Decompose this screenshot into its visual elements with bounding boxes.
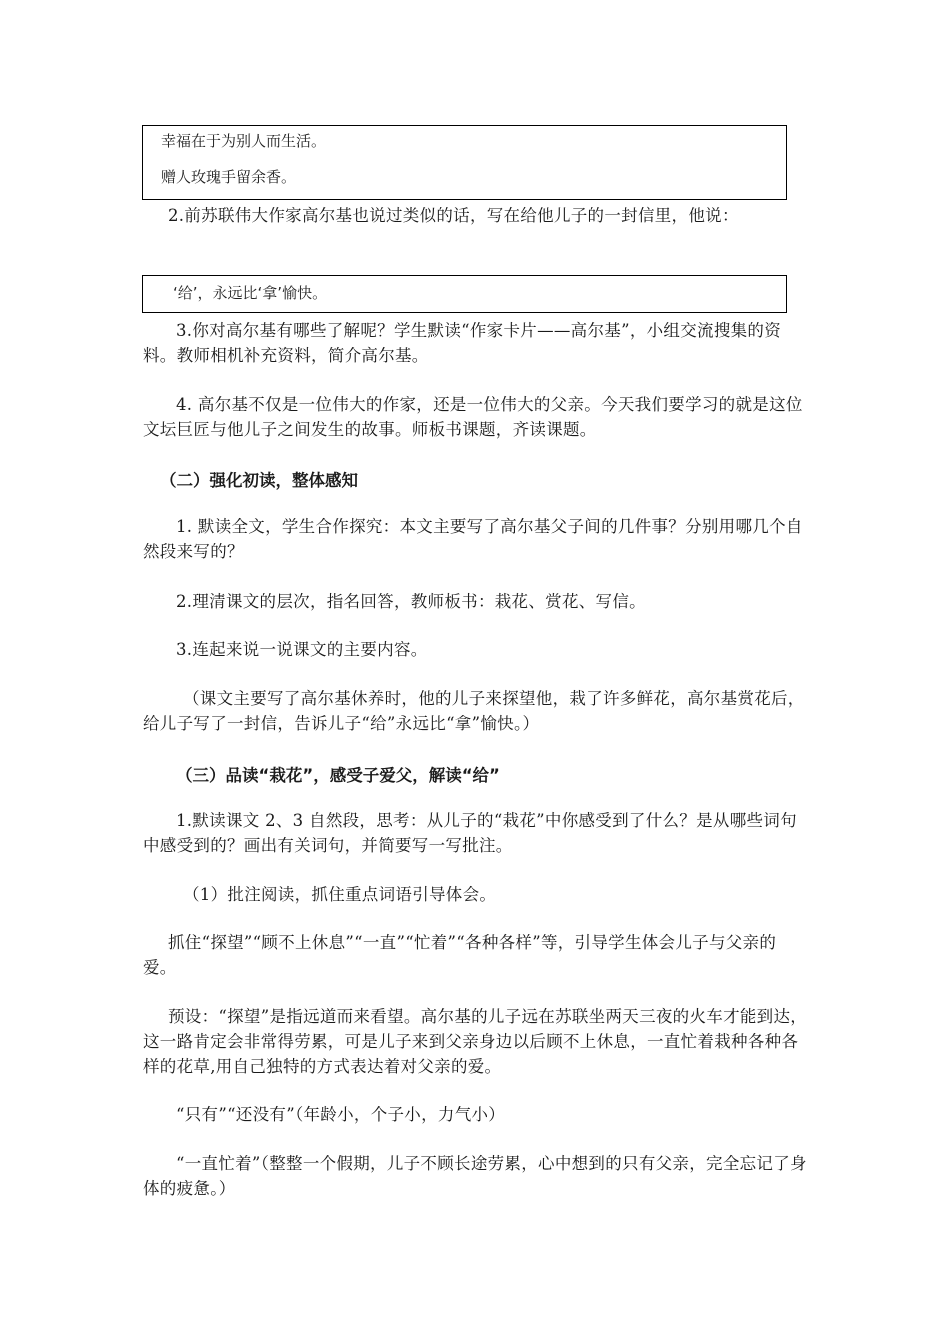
paragraph-s2-read-full: 1. 默读全文，学生合作探究：本文主要写了高尔基父子间的几件事？分别用哪几个自然段来写的？ [143,517,803,561]
section-heading-2: （二）强化初读，整体感知 [160,471,358,490]
quote-line-roses: 赠人玫瑰手留余香。 [161,168,297,186]
paragraph-s2-summary: （课文主要写了高尔基休养时，他的儿子来探望他，栽了许多鲜花，高尔基赏花后，给儿子写了一封信，告诉儿子“给”永远比“拿”愉快。） [143,689,805,733]
quote-line-happiness: 幸福在于为别人而生活。 [161,132,327,150]
paragraph-s2-summary-task: 3.连起来说一说课文的主要内容。 [176,640,428,659]
paragraph-s3-annotate: （1）批注阅读，抓住重点词语引导体会。 [183,885,497,904]
quote-box-2 [142,275,787,313]
paragraph-gorky-quote-intro: 2.前苏联伟大作家高尔基也说过类似的话，写在给他儿子的一封信里，他说： [168,206,739,225]
paragraph-s3-busy: “一直忙着”（整整一个假期，儿子不顾长途劳累，心中想到的只有父亲，完全忘记了身体的疲惫。） [143,1154,807,1198]
paragraph-s3-keywords: 抓住“探望”“顾不上休息”“一直”“忙着”“各种各样”等，引导学生体会儿子与父亲的爱。 [143,933,777,977]
paragraph-s3-read-task: 1.默读课文 2、3 自然段，思考：从儿子的“栽花”中你感受到了什么？是从哪些词句中感受到的？画出有关词句，并简要写一写批注。 [143,811,797,855]
section-heading-3: （三）品读“栽花”，感受子爱父，解读“给” [176,766,500,785]
paragraph-s2-structure: 2.理清课文的层次，指名回答，教师板书：栽花、赏花、写信。 [176,592,646,611]
quote-box-1 [142,125,787,200]
paragraph-s3-preset: 预设：“探望”是指远道而来看望。高尔基的儿子远在苏联坐两天三夜的火车才能到达，这一路肯定会非常得劳累，可是儿子来到父亲身边以后顾不上休息，一直忙着栽种各种各样的花草,用自己独特的方式表达着对父亲的爱。 [143,1007,808,1076]
quote-line-give-take: ‘给’，永远比‘拿’愉快。 [173,284,328,302]
paragraph-about-gorky: 3.你对高尔基有哪些了解呢？学生默读“作家卡片——高尔基”，小组交流搜集的资料。教师相机补充资料，简介高尔基。 [143,321,782,365]
paragraph-gorky-father: 4. 高尔基不仅是一位伟大的作家，还是一位伟大的父亲。今天我们要学习的就是这位文坛巨匠与他儿子之间发生的故事。师板书课题，齐读课题。 [143,395,803,439]
paragraph-s3-only: “只有”“还没有”（年龄小，个子小，力气小） [176,1105,506,1124]
